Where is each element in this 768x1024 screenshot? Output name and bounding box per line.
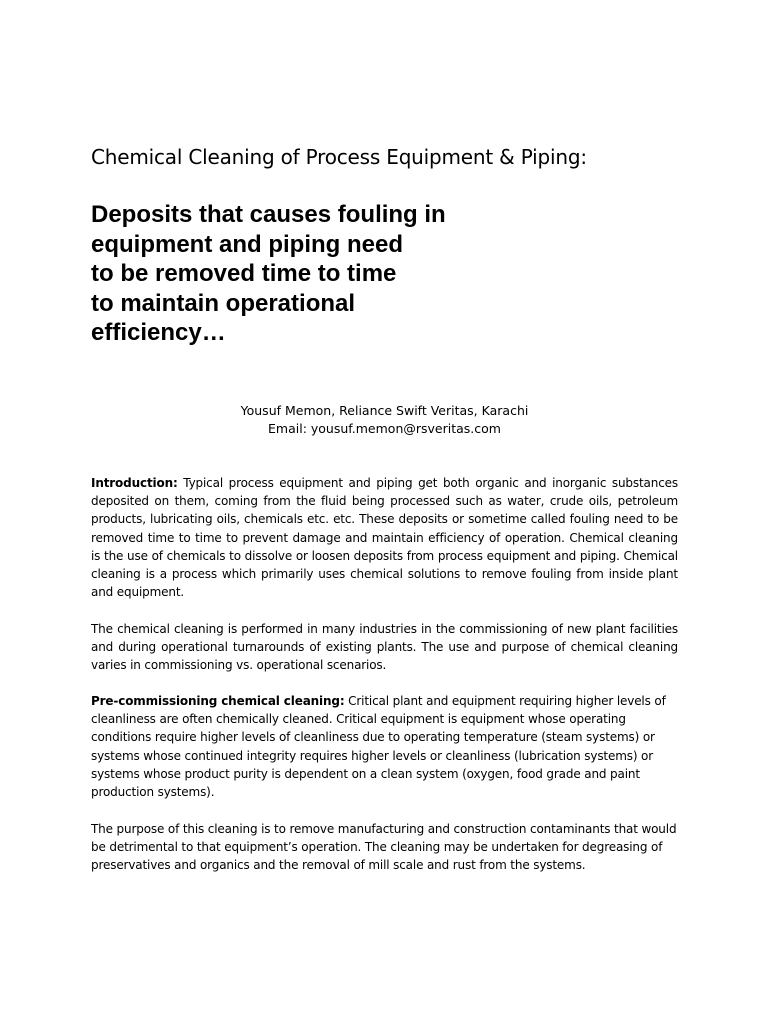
headline-line: to maintain operational bbox=[91, 289, 356, 317]
paragraph-introduction bbox=[91, 474, 678, 601]
paragraph-purpose bbox=[91, 820, 678, 875]
headline bbox=[91, 200, 446, 348]
email-line: Email: yousuf.memon@rsveritas.com bbox=[268, 421, 501, 436]
headline-line: efficiency… bbox=[91, 319, 226, 346]
byline bbox=[91, 402, 678, 438]
author-line: Yousuf Memon, Reliance Swift Veritas, Karachi bbox=[240, 403, 529, 418]
headline-line: equipment and piping need bbox=[91, 230, 403, 258]
headline-line: Deposits that causes fouling in bbox=[91, 201, 446, 228]
paragraph-commissioning bbox=[91, 620, 678, 675]
paragraph-text: The chemical cleaning is performed in many industries in the commissioning of new plant facilities and during operational turnarounds of existing plants. The use and purpose of chemical cleaning varies in commissioning vs. operational scenarios. bbox=[91, 622, 678, 673]
paragraph-text: Typical process equipment and piping get both organic and inorganic substances deposited on them, coming from the fluid being processed such as water, crude oils, petroleum products, lubricating oils, chemicals etc. etc. These deposits or sometime called fouling need to be removed time to time to prevent damage and maintain efficiency of operation. Chemical cleaning is the use of chemicals to dissolve or loosen deposits from process equipment and piping. Chemical cleaning is a process which primarily uses chemical solutions to remove fouling from inside plant and equipment. bbox=[91, 476, 678, 600]
paragraph-lead: Pre-commissioning chemical cleaning: bbox=[91, 694, 345, 708]
paragraph-lead: Introduction: bbox=[91, 476, 178, 490]
paragraph-text: The purpose of this cleaning is to remove manufacturing and construction contaminants that would be detrimental to that equipment’s operation. The cleaning may be undertaken for degreasing of preservatives and organics and the removal of mill scale and rust from the systems. bbox=[91, 822, 677, 873]
headline-line: to be removed time to time bbox=[91, 260, 397, 287]
paragraph-text: Critical plant and equipment requiring higher levels of cleanliness are often chemically cleaned. Critical equipment is equipment whose operating conditions require higher levels of cleanliness due to operating temperature (steam systems) or systems whose continued integrity requires higher levels or cleanliness (lubrication systems) or systems whose product purity is dependent on a clean system (oxygen, food grade and paint production systems). bbox=[91, 694, 666, 800]
document-title: Chemical Cleaning of Process Equipment & Piping: bbox=[91, 145, 587, 169]
paragraph-pre-commissioning bbox=[91, 692, 678, 801]
